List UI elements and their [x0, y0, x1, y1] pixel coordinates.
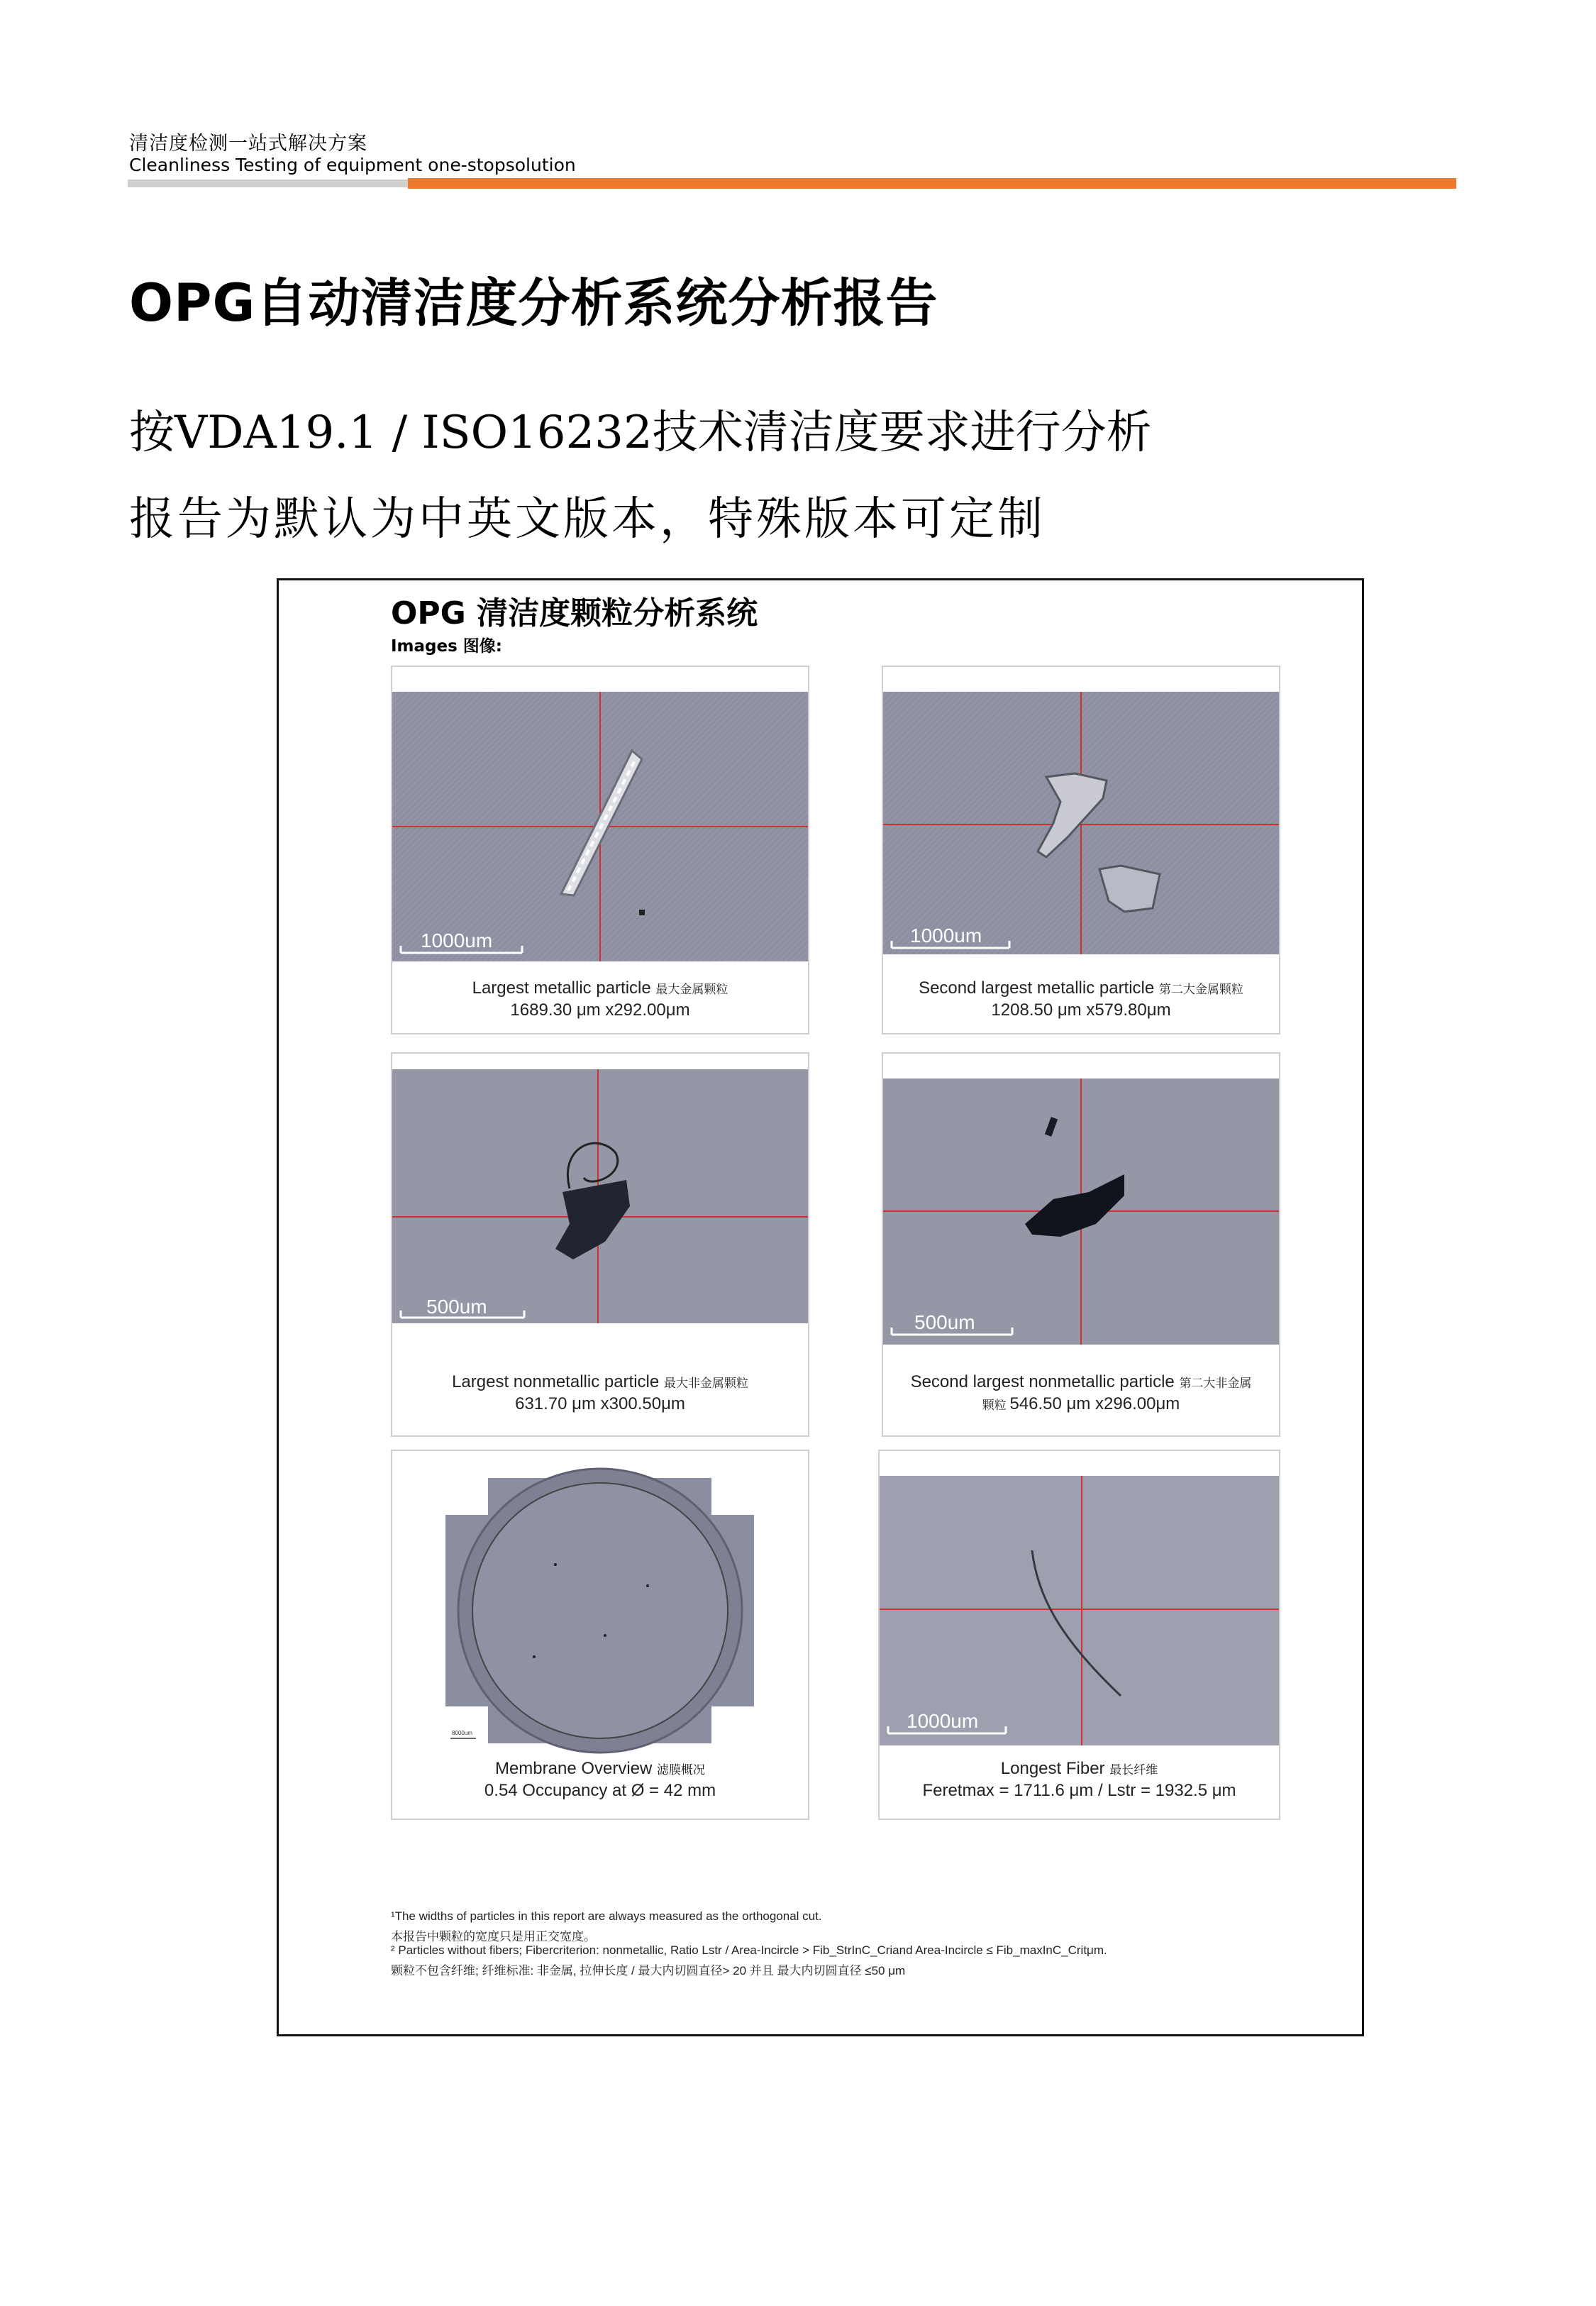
dimensions-value: 546.50 μm x296.00μm — [1009, 1394, 1180, 1413]
report-title: OPG 清洁度颗粒分析系统 — [391, 595, 758, 631]
caption-en: Second largest metallic particle — [919, 978, 1159, 998]
panel-dimensions: 1208.50 μm x579.80μm — [991, 1000, 1171, 1020]
caption-cn: 最长纤维 — [1109, 1763, 1158, 1777]
membrane-overview-image — [392, 1451, 808, 1763]
panel-longest-fiber — [878, 1450, 1280, 1820]
report-sample — [277, 578, 1364, 2036]
panel-dimensions: 631.70 μm x300.50μm — [515, 1394, 685, 1413]
panel-caption — [880, 1758, 1279, 1781]
footnote-2-cn: 颗粒不包含纤维; 纤维标准: 非金属, 拉伸长度 / 最大内切圆直径> 20 并且 最大内切圆直径 ≤50 μm — [391, 1964, 906, 1977]
panel-dimensions: 1689.30 μm x292.00μm — [510, 1000, 690, 1020]
caption-en: Longest Fiber — [1000, 1759, 1110, 1778]
scale-bar-label: 1000um — [907, 1710, 979, 1732]
panel-dimensions: 0.54 Occupancy at Ø = 42 mm — [484, 1781, 716, 1800]
particle-image-second-nonmetallic — [883, 1054, 1279, 1345]
caption-en: Membrane Overview — [494, 1759, 658, 1778]
panel-caption — [883, 1371, 1279, 1394]
footnote-1-cn: 本报告中颗粒的宽度只是用正交宽度。 — [391, 1930, 596, 1943]
panel-largest-metallic — [391, 666, 809, 1035]
scale-bar-label: 1000um — [421, 929, 493, 951]
panel-largest-nonmetallic — [391, 1052, 809, 1437]
caption-cn: 最大金属颗粒 — [655, 983, 728, 996]
particle-image-largest-nonmetallic — [392, 1054, 808, 1323]
images-label: Images 图像: — [391, 637, 503, 656]
header-title-cn: 清洁度检测一站式解决方案 — [129, 133, 367, 155]
caption-en: Largest metallic particle — [472, 978, 656, 998]
scale-bar-label: 500um — [426, 1296, 487, 1318]
header-divider-accent — [408, 178, 1456, 189]
caption-cn: 第二大非金属 — [1179, 1377, 1252, 1390]
caption-cn: 第二大金属颗粒 — [1158, 983, 1243, 996]
panel-caption — [392, 1371, 808, 1394]
panel-caption — [883, 977, 1279, 1000]
version-description: 报告为默认为中英文版本，特殊版本可定制 — [129, 493, 1046, 546]
panel-caption — [392, 977, 808, 1000]
caption-en: Second largest nonmetallic particle — [910, 1372, 1180, 1391]
scale-bar-label: 500um — [914, 1311, 975, 1333]
page-title: OPG自动清洁度分析系统分析报告 — [129, 273, 938, 333]
panel-caption — [392, 1758, 808, 1781]
panel-dimensions — [883, 1393, 1279, 1416]
caption-cn-continued: 颗粒 — [982, 1399, 1010, 1412]
caption-en: Largest nonmetallic particle — [452, 1372, 664, 1391]
caption-cn: 滤膜概况 — [657, 1763, 706, 1777]
footnote-1: ¹The widths of particles in this report are always measured as the orthogonal cut. — [391, 1909, 822, 1923]
scale-bar-label: 8000um — [452, 1730, 472, 1736]
panel-membrane-overview — [391, 1450, 809, 1820]
caption-cn: 最大非金属颗粒 — [663, 1377, 748, 1390]
scale-bar-label: 1000um — [910, 925, 982, 947]
header-title-en: Cleanliness Testing of equipment one-stopsolution — [129, 155, 576, 175]
panel-second-nonmetallic — [882, 1052, 1280, 1437]
fiber-image — [880, 1451, 1279, 1749]
panel-dimensions: Feretmax = 1711.6 μm / Lstr = 1932.5 μm — [922, 1781, 1236, 1800]
footnote-2: ² Particles without fibers; Fibercriterion: nonmetallic, Ratio Lstr / Area-Incircle > Fib_StrInC_Criand Area-Incircle ≤ Fib_maxInC_Critμm. — [391, 1943, 1107, 1957]
standard-description: 按VDA19.1 / ISO16232技术清洁度要求进行分析 — [129, 407, 1152, 459]
header-divider-gray — [128, 180, 408, 187]
panel-second-metallic — [882, 666, 1280, 1035]
